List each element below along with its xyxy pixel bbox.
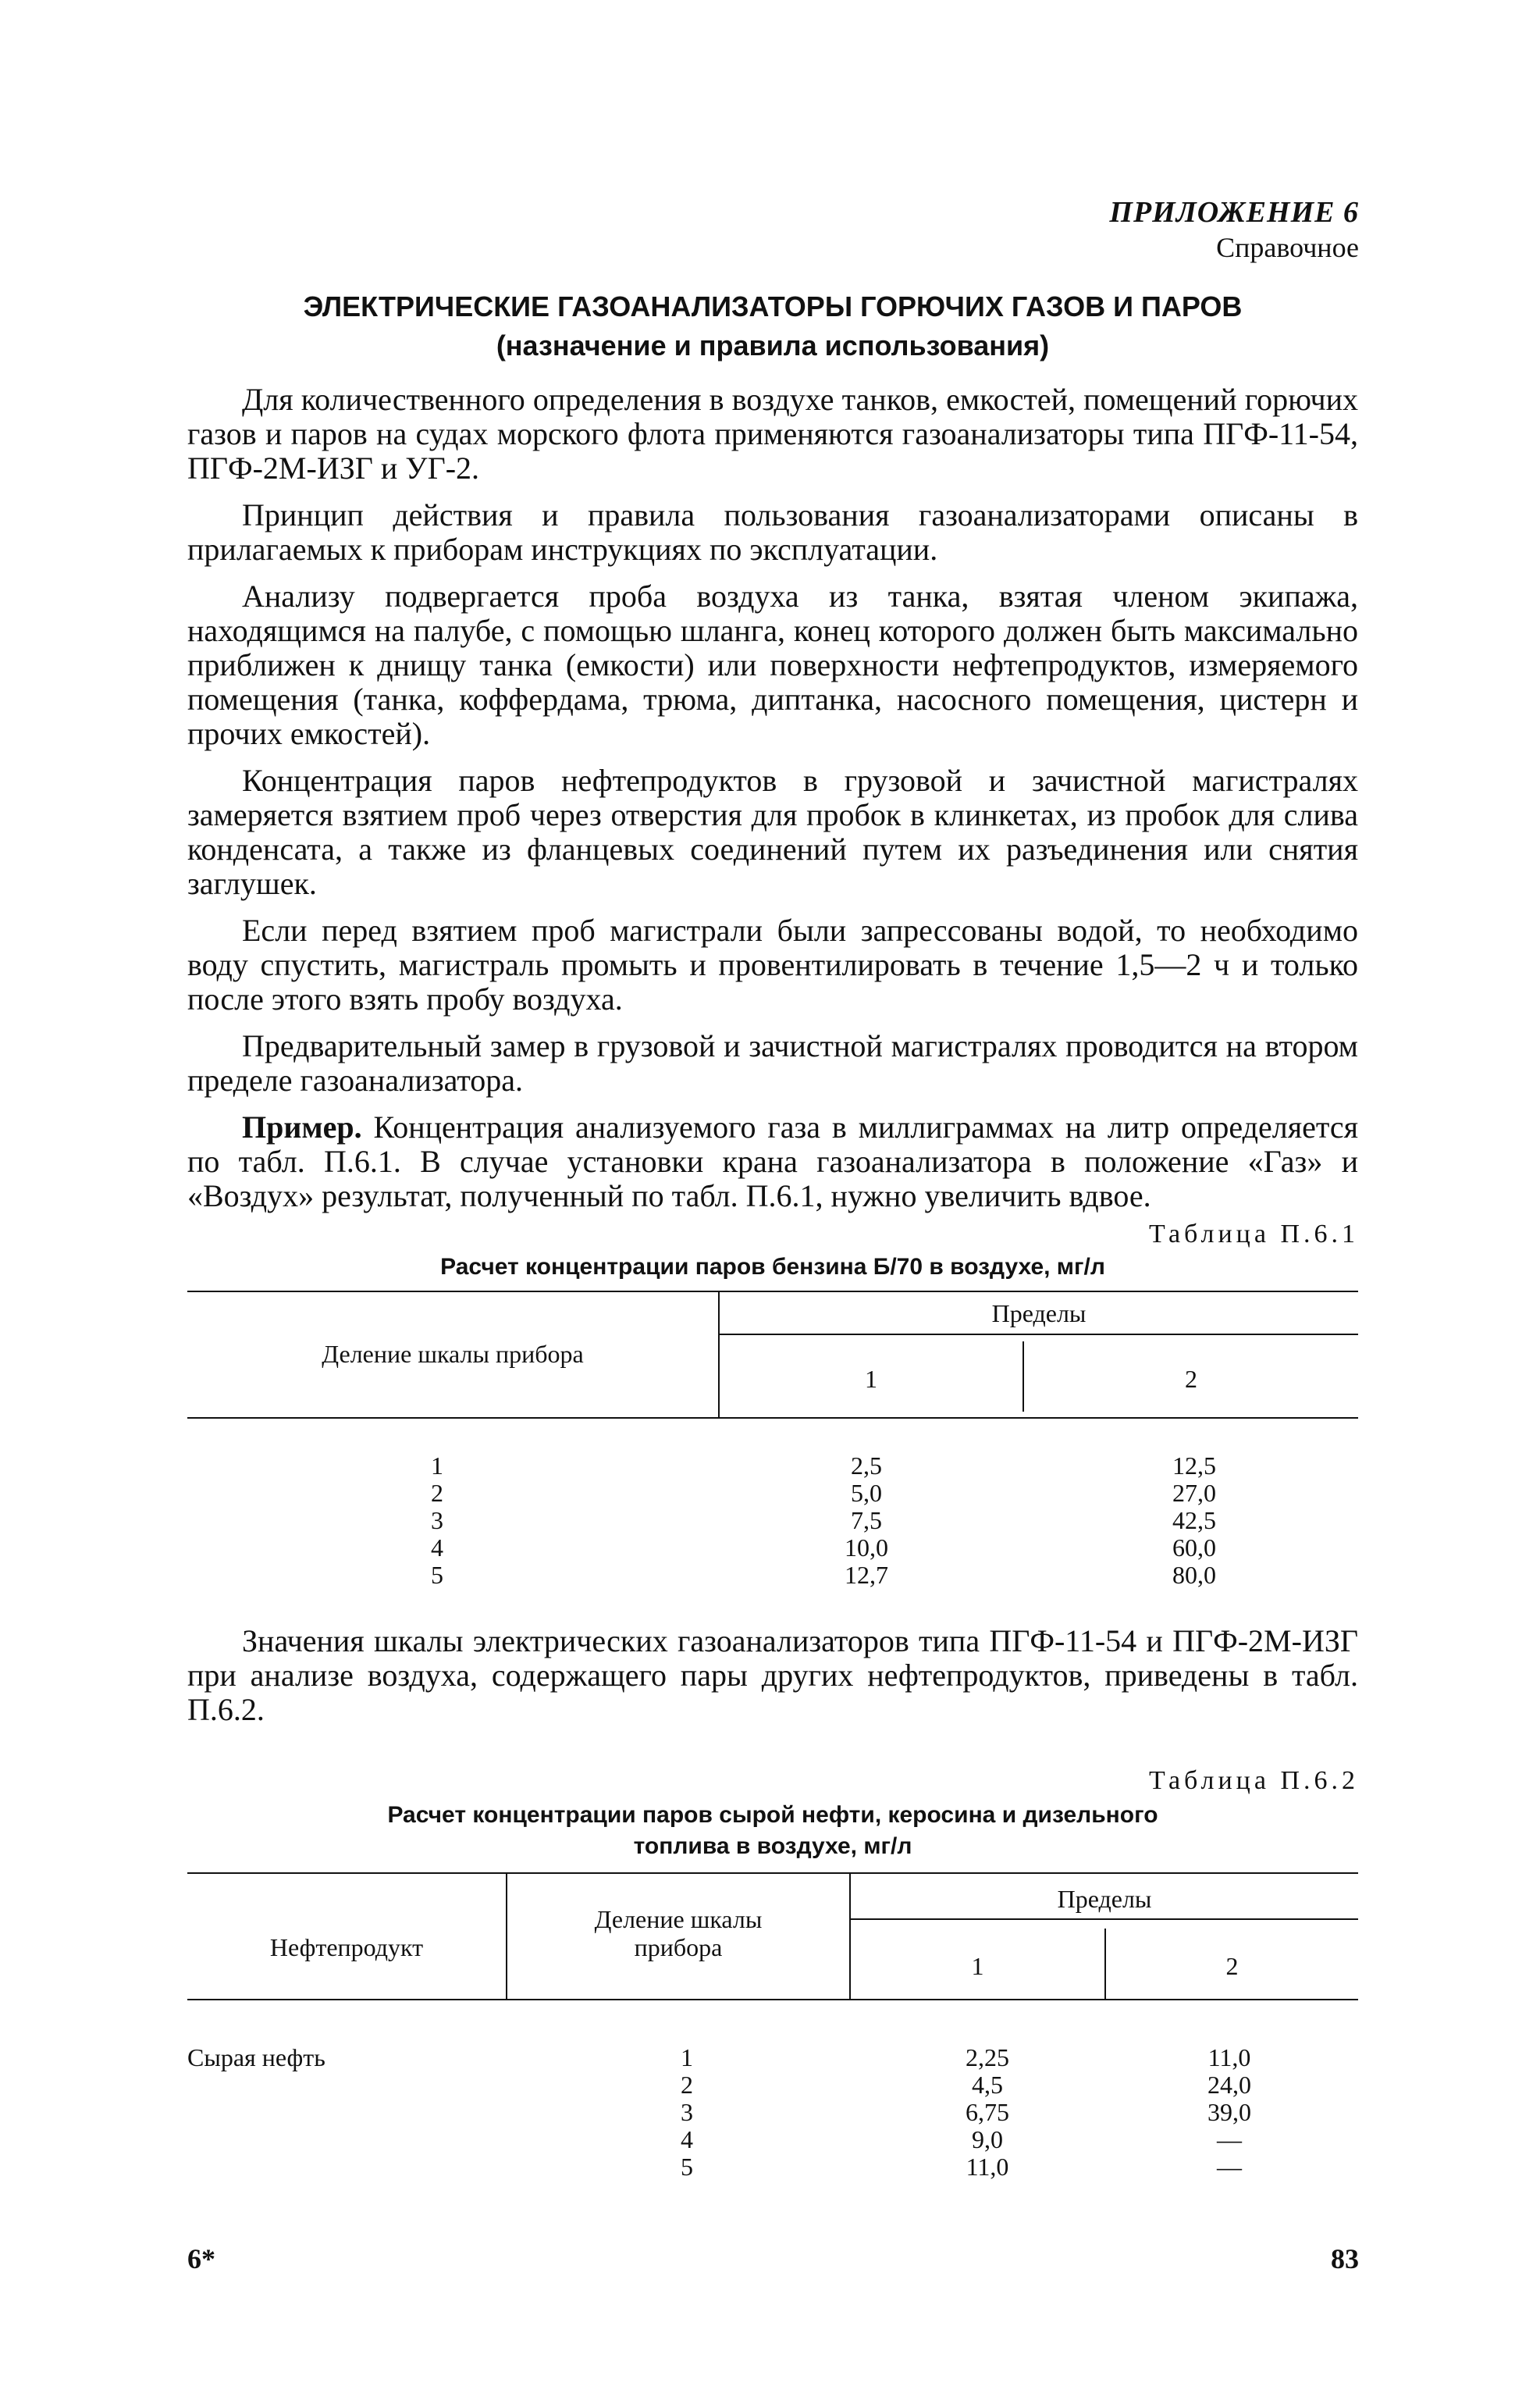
table2-caption-line1: Расчет концентрации паров сырой нефти, керосина и дизельного <box>387 1802 1158 1828</box>
paragraph: Предварительный замер в грузовой и зачистной магистралях проводится на втором пределе газоанализатора. <box>187 1028 1358 1098</box>
table1-header-rule <box>187 1417 1358 1419</box>
example-text: Концентрация анализуемого газа в миллиграммах на литр определяется по табл. П.6.1. В случае установки крана газоанализатора в положение «Газ» и «Воздух» результат, полученный по табл. П.6.1, нужно увеличить вдвое. <box>187 1109 1358 1213</box>
main-heading-line2: (назначение и правила использования) <box>496 329 1050 362</box>
table1-cell: 27,0 <box>1172 1479 1216 1507</box>
table1-cell: 80,0 <box>1172 1561 1216 1589</box>
table1-cell: 3 <box>431 1506 443 1534</box>
page-number: 83 <box>1331 2243 1359 2274</box>
table2-product-cell: Сырая нефть <box>187 2043 325 2071</box>
table2-cell: 6,75 <box>966 2098 1009 2126</box>
table1-cell: 5 <box>431 1561 443 1589</box>
table2-cell: 4 <box>681 2125 693 2153</box>
table2-cell: 39,0 <box>1207 2098 1251 2126</box>
body-paragraphs <box>187 383 1358 1213</box>
table2-cell: 24,0 <box>1207 2071 1251 2099</box>
table1-cell: 60,0 <box>1172 1533 1216 1562</box>
table2-col-product: Нефтепродукт <box>269 1933 424 1961</box>
table2-cell: 9,0 <box>972 2125 1003 2153</box>
table1-cell: 5,0 <box>851 1479 882 1507</box>
table2-col-limit2: 2 <box>1225 1952 1239 1980</box>
table1-caption: Расчет концентрации паров бензина Б/70 в воздухе, мг/л <box>440 1254 1105 1280</box>
example-paragraph <box>187 1110 1358 1213</box>
paragraph: Анализу подвергается проба воздуха из танка, взятая членом экипажа, находящимся на палубе, с помощью шланга, конец которого должен быть максимально приближен к днищу танка (емкости) или поверхности нефтепродуктов, измеряемого помещения (танка, коффердама, трюма, диптанка, насосного помещения, цистерн и прочих емкостей). <box>187 579 1358 751</box>
paragraph: Если перед взятием проб магистрали были запрессованы водой, то необходимо воду спустить, магистраль промыть и провентилировать в течение 1,5—2 ч и только после этого взять пробу воздуха. <box>187 913 1358 1017</box>
table1-limit2-column <box>1132 1452 1257 1589</box>
paragraph: Концентрация паров нефтепродуктов в грузовой и зачистной магистралях замеряется взятием проб через отверстия для пробок в клинкетах, из пробок для слива конденсата, а также из фланцевых соединений путем их разъединения или снятия заглушек. <box>187 763 1358 901</box>
table1-col-limit2: 2 <box>1185 1365 1197 1393</box>
table1-cell: 2 <box>431 1479 443 1507</box>
paragraph: Принцип действия и правила пользования газоанализаторами описаны в прилагаемых к приборам инструкциях по эксплуатации. <box>187 497 1358 567</box>
table1-cell: 12,5 <box>1172 1451 1216 1480</box>
table2-cell: 1 <box>681 2043 693 2071</box>
table2-col-scale-line1: Деление шкалы <box>594 1905 763 1933</box>
table2-cell: 5 <box>681 2153 693 2181</box>
table2-cell: 11,0 <box>1207 2043 1251 2071</box>
appendix-title: ПРИЛОЖЕНИЕ 6 <box>1109 196 1359 229</box>
main-heading <box>187 287 1358 365</box>
table1-col-limit1: 1 <box>865 1365 877 1393</box>
table2-cell: — <box>1217 2153 1242 2181</box>
table1-cell: 7,5 <box>851 1506 882 1534</box>
table2-cell: 4,5 <box>972 2071 1003 2099</box>
table2-header-rule <box>187 1999 1358 2000</box>
table2-col-scale <box>507 1905 849 1961</box>
middle-paragraph: Значения шкалы электрических газоанализаторов типа ПГФ-11-54 и ПГФ-2М-ИЗГ при анализе воздуха, содержащего пары других нефтепродуктов, приведены в табл. П.6.2. <box>187 1623 1358 1727</box>
main-heading-line1: ЭЛЕКТРИЧЕСКИЕ ГАЗОАНАЛИЗАТОРЫ ГОРЮЧИХ ГАЗОВ И ПАРОВ <box>303 290 1243 322</box>
footer-signature-mark: 6* <box>187 2243 215 2274</box>
table2-caption <box>187 1800 1358 1862</box>
appendix-subtitle: Справочное <box>1216 232 1359 263</box>
table2-label: Таблица П.6.2 <box>1149 1766 1359 1795</box>
table1-limits-rule <box>720 1334 1358 1335</box>
middle-paragraph-block <box>187 1624 1358 1727</box>
table2-col-scale-line2: прибора <box>634 1933 723 1961</box>
table2-cell: — <box>1217 2125 1242 2153</box>
table1-col-limits: Пределы <box>991 1299 1087 1327</box>
paragraph: Для количественного определения в воздухе танков, емкостей, помещений горючих газов и паров на судах морского флота применяются газоанализаторы типа ПГФ-11-54, ПГФ-2М-ИЗГ и УГ-2. <box>187 382 1358 486</box>
table1-col-scale: Деление шкалы прибора <box>322 1340 584 1368</box>
table2-limit2-column <box>1167 2044 1292 2181</box>
table2-col-limit1: 1 <box>971 1952 984 1980</box>
table1-cell: 2,5 <box>851 1451 882 1480</box>
table2-cell: 2,25 <box>966 2043 1009 2071</box>
example-label: Пример. <box>242 1109 362 1145</box>
table1-limit1-column <box>804 1452 929 1589</box>
table2-scale-column <box>624 2044 749 2181</box>
table1-cell: 42,5 <box>1172 1506 1216 1534</box>
table2-col-limits: Пределы <box>1057 1885 1152 1913</box>
table2-limits-rule <box>851 1918 1358 1920</box>
table2-caption-line2: топлива в воздухе, мг/л <box>633 1833 912 1859</box>
table1-label: Таблица П.6.1 <box>1149 1220 1359 1248</box>
table1-cell: 1 <box>431 1451 443 1480</box>
table2-cell: 3 <box>681 2098 693 2126</box>
table1-scale-column <box>375 1452 500 1589</box>
table1-cell: 4 <box>431 1533 443 1562</box>
table2-cell: 11,0 <box>966 2153 1009 2181</box>
table2-cell: 2 <box>681 2071 693 2099</box>
table2-top-rule <box>187 1872 1358 1874</box>
table1-cell: 12,7 <box>845 1561 888 1589</box>
table2-limit1-column <box>925 2044 1050 2181</box>
table1-cell: 10,0 <box>845 1533 888 1562</box>
table1-top-rule <box>187 1291 1358 1292</box>
